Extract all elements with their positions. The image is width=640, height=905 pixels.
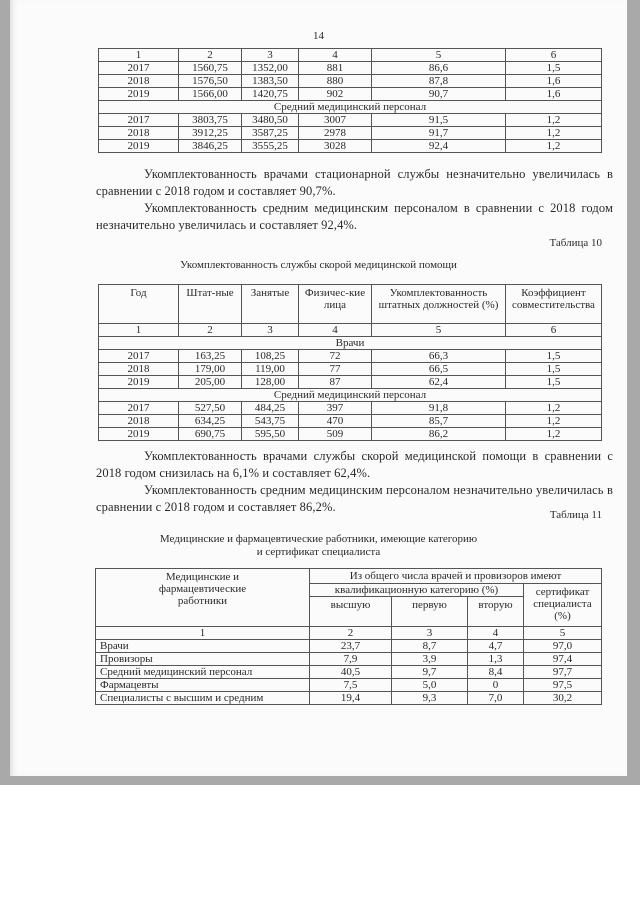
paragraph-block-2: [96, 448, 613, 516]
row-label: Средний медицинский персонал: [96, 666, 310, 679]
table-row: [96, 666, 602, 679]
cell: 3587,25: [242, 127, 299, 140]
cell: 2: [179, 49, 242, 62]
cell: 97,4: [524, 653, 602, 666]
cell: 2018: [99, 75, 179, 88]
cell: 9,3: [392, 692, 468, 705]
cell: 1,6: [506, 75, 602, 88]
cell: 3912,25: [179, 127, 242, 140]
table-row: [96, 692, 602, 705]
cell: 4: [299, 324, 372, 337]
cell: 2: [179, 324, 242, 337]
cell: 509: [299, 428, 372, 441]
table-row: [99, 350, 602, 363]
cell: 205,00: [179, 376, 242, 389]
cell: 62,4: [372, 376, 506, 389]
cell: 7,0: [468, 692, 524, 705]
cell: 1,2: [506, 415, 602, 428]
table11-title-line1: Медицинские и фармацевтические работники, имеющие категорию: [159, 533, 478, 545]
cell: 23,7: [310, 640, 392, 653]
cell: 3028: [299, 140, 372, 153]
cell: 484,25: [242, 402, 299, 415]
table10: [98, 284, 602, 441]
cell: 2019: [99, 140, 179, 153]
cell: 8,4: [468, 666, 524, 679]
header-staff: Штат-ные: [179, 285, 242, 324]
header-workers: Медицинские и фармацевтические работники: [96, 569, 310, 627]
cell: 1420,75: [242, 88, 299, 101]
header-staffing-rate: Укомплектованность штатных должностей (%): [372, 285, 506, 324]
cell: 85,7: [372, 415, 506, 428]
cell: 3007: [299, 114, 372, 127]
cell: 2017: [99, 350, 179, 363]
cell: 470: [299, 415, 372, 428]
table11-title-line2: и сертификат специалиста: [256, 546, 381, 558]
table-row: [99, 114, 602, 127]
cell: 1,2: [506, 402, 602, 415]
cell: 91,7: [372, 127, 506, 140]
cell: 2019: [99, 88, 179, 101]
row-label: Провизоры: [96, 653, 310, 666]
cell: 397: [299, 402, 372, 415]
row-label: Фармацевты: [96, 679, 310, 692]
section-title: Средний медицинский персонал: [99, 101, 602, 114]
paragraph: Укомплектованность врачами стационарной службы незначительно увеличилась в сравнении с 2018 годом и составляет 90,7%.: [96, 167, 613, 198]
cell: 1,5: [506, 376, 602, 389]
cell: 72: [299, 350, 372, 363]
cell: 2017: [99, 62, 179, 75]
cell: 1,5: [506, 363, 602, 376]
paragraph: Укомплектованность врачами службы скорой медицинской помощи в сравнении с 2018 годом снизилась на 6,1% и составляет 62,4%.: [96, 449, 613, 480]
cell: 87: [299, 376, 372, 389]
cell: 902: [299, 88, 372, 101]
cell: 30,2: [524, 692, 602, 705]
cell: 595,50: [242, 428, 299, 441]
cell: 97,0: [524, 640, 602, 653]
cell: 1,5: [506, 350, 602, 363]
table-row: [99, 75, 602, 88]
cell: 880: [299, 75, 372, 88]
cell: 7,5: [310, 679, 392, 692]
table-row: [99, 127, 602, 140]
header-individuals: Физичес-кие лица: [299, 285, 372, 324]
page-number: 14: [313, 30, 324, 42]
column-number-row: [99, 324, 602, 337]
cell: 634,25: [179, 415, 242, 428]
row-label: Специалисты с высшим и средним: [96, 692, 310, 705]
cell: 1: [96, 627, 310, 640]
table-row: [96, 653, 602, 666]
cell: 1,5: [506, 62, 602, 75]
cell: 66,3: [372, 350, 506, 363]
header-occupied: Занятые: [242, 285, 299, 324]
cell: 3: [392, 627, 468, 640]
cell: 6: [506, 324, 602, 337]
header-second: вторую: [468, 597, 524, 627]
cell: 1,2: [506, 114, 602, 127]
cell: 2018: [99, 127, 179, 140]
section-title: Врачи: [99, 337, 602, 350]
cell: 1,2: [506, 428, 602, 441]
table-row: [96, 640, 602, 653]
cell: 86,6: [372, 62, 506, 75]
cell: 5: [372, 49, 506, 62]
cell: 1: [99, 49, 179, 62]
cell: 87,8: [372, 75, 506, 88]
section-title: Средний медицинский персонал: [99, 389, 602, 402]
cell: 92,4: [372, 140, 506, 153]
table-row: [99, 62, 602, 75]
cell: 6: [506, 49, 602, 62]
paragraph: Укомплектованность средним медицинским персоналом незначительно увеличилась в сравнении с 2018 годом и составляет 86,2%.: [96, 483, 613, 514]
header-category: квалификационную категорию (%): [310, 584, 524, 597]
table-row: [99, 376, 602, 389]
table11: [95, 568, 602, 705]
cell: 108,25: [242, 350, 299, 363]
cell: 2019: [99, 428, 179, 441]
cell: 5,0: [392, 679, 468, 692]
cell: 40,5: [310, 666, 392, 679]
cell: 97,5: [524, 679, 602, 692]
cell: 119,00: [242, 363, 299, 376]
row-label: Врачи: [96, 640, 310, 653]
cell: 3803,75: [179, 114, 242, 127]
cell: 91,5: [372, 114, 506, 127]
cell: 77: [299, 363, 372, 376]
cell: 1576,50: [179, 75, 242, 88]
column-number-row: [96, 627, 602, 640]
cell: 3480,50: [242, 114, 299, 127]
cell: 66,5: [372, 363, 506, 376]
cell: 5: [524, 627, 602, 640]
cell: 8,7: [392, 640, 468, 653]
cell: 19,4: [310, 692, 392, 705]
cell: 5: [372, 324, 506, 337]
cell: 1,3: [468, 653, 524, 666]
table-row: [99, 88, 602, 101]
cell: 91,8: [372, 402, 506, 415]
cell: 7,9: [310, 653, 392, 666]
cell: 3555,25: [242, 140, 299, 153]
header-certificate: сертификат специалиста (%): [524, 584, 602, 627]
cell: 1,6: [506, 88, 602, 101]
cell: 690,75: [179, 428, 242, 441]
header-group: Из общего числа врачей и провизоров имеют: [310, 569, 602, 584]
cell: 3: [242, 324, 299, 337]
cell: 2017: [99, 114, 179, 127]
table-row: [99, 428, 602, 441]
cell: 90,7: [372, 88, 506, 101]
cell: 3: [242, 49, 299, 62]
cell: 4: [468, 627, 524, 640]
cell: 179,00: [179, 363, 242, 376]
cell: 881: [299, 62, 372, 75]
document-page: [10, 0, 627, 776]
header-coefficient: Коэффициент совместительства: [506, 285, 602, 324]
header-first: первую: [392, 597, 468, 627]
header-row: [99, 285, 602, 324]
table10-title: Укомплектованность службы скорой медицинской помощи: [180, 259, 457, 271]
cell: 1,2: [506, 140, 602, 153]
table-row: [96, 679, 602, 692]
table10-label: Таблица 10: [549, 237, 602, 249]
cell: 9,7: [392, 666, 468, 679]
section-row: [99, 101, 602, 114]
cell: 4,7: [468, 640, 524, 653]
table-row: [99, 415, 602, 428]
cell: 1: [99, 324, 179, 337]
cell: 97,7: [524, 666, 602, 679]
cell: 3,9: [392, 653, 468, 666]
header-row: [96, 569, 602, 584]
cell: 2978: [299, 127, 372, 140]
cell: 2018: [99, 415, 179, 428]
cell: 527,50: [179, 402, 242, 415]
paragraph-block-1: [96, 166, 613, 234]
table-row: [99, 402, 602, 415]
cell: 0: [468, 679, 524, 692]
cell: 3846,25: [179, 140, 242, 153]
table-row: [99, 363, 602, 376]
cell: 128,00: [242, 376, 299, 389]
header-highest: высшую: [310, 597, 392, 627]
table-continued: [98, 48, 602, 153]
header-year: Год: [99, 285, 179, 324]
cell: 86,2: [372, 428, 506, 441]
cell: 1560,75: [179, 62, 242, 75]
cell: 2017: [99, 402, 179, 415]
cell: 1,2: [506, 127, 602, 140]
paragraph: Укомплектованность средним медицинским персоналом в сравнении с 2018 годом незначительно увеличилась и составляет 92,4%.: [96, 201, 613, 232]
cell: 543,75: [242, 415, 299, 428]
section-row: [99, 389, 602, 402]
cell: 4: [299, 49, 372, 62]
cell: 1566,00: [179, 88, 242, 101]
column-number-row: [99, 49, 602, 62]
cell: 1352,00: [242, 62, 299, 75]
cell: 2: [310, 627, 392, 640]
cell: 2019: [99, 376, 179, 389]
table11-label: Таблица 11: [549, 509, 602, 521]
section-row: [99, 337, 602, 350]
cell: 1383,50: [242, 75, 299, 88]
table-row: [99, 140, 602, 153]
cell: 2018: [99, 363, 179, 376]
cell: 163,25: [179, 350, 242, 363]
